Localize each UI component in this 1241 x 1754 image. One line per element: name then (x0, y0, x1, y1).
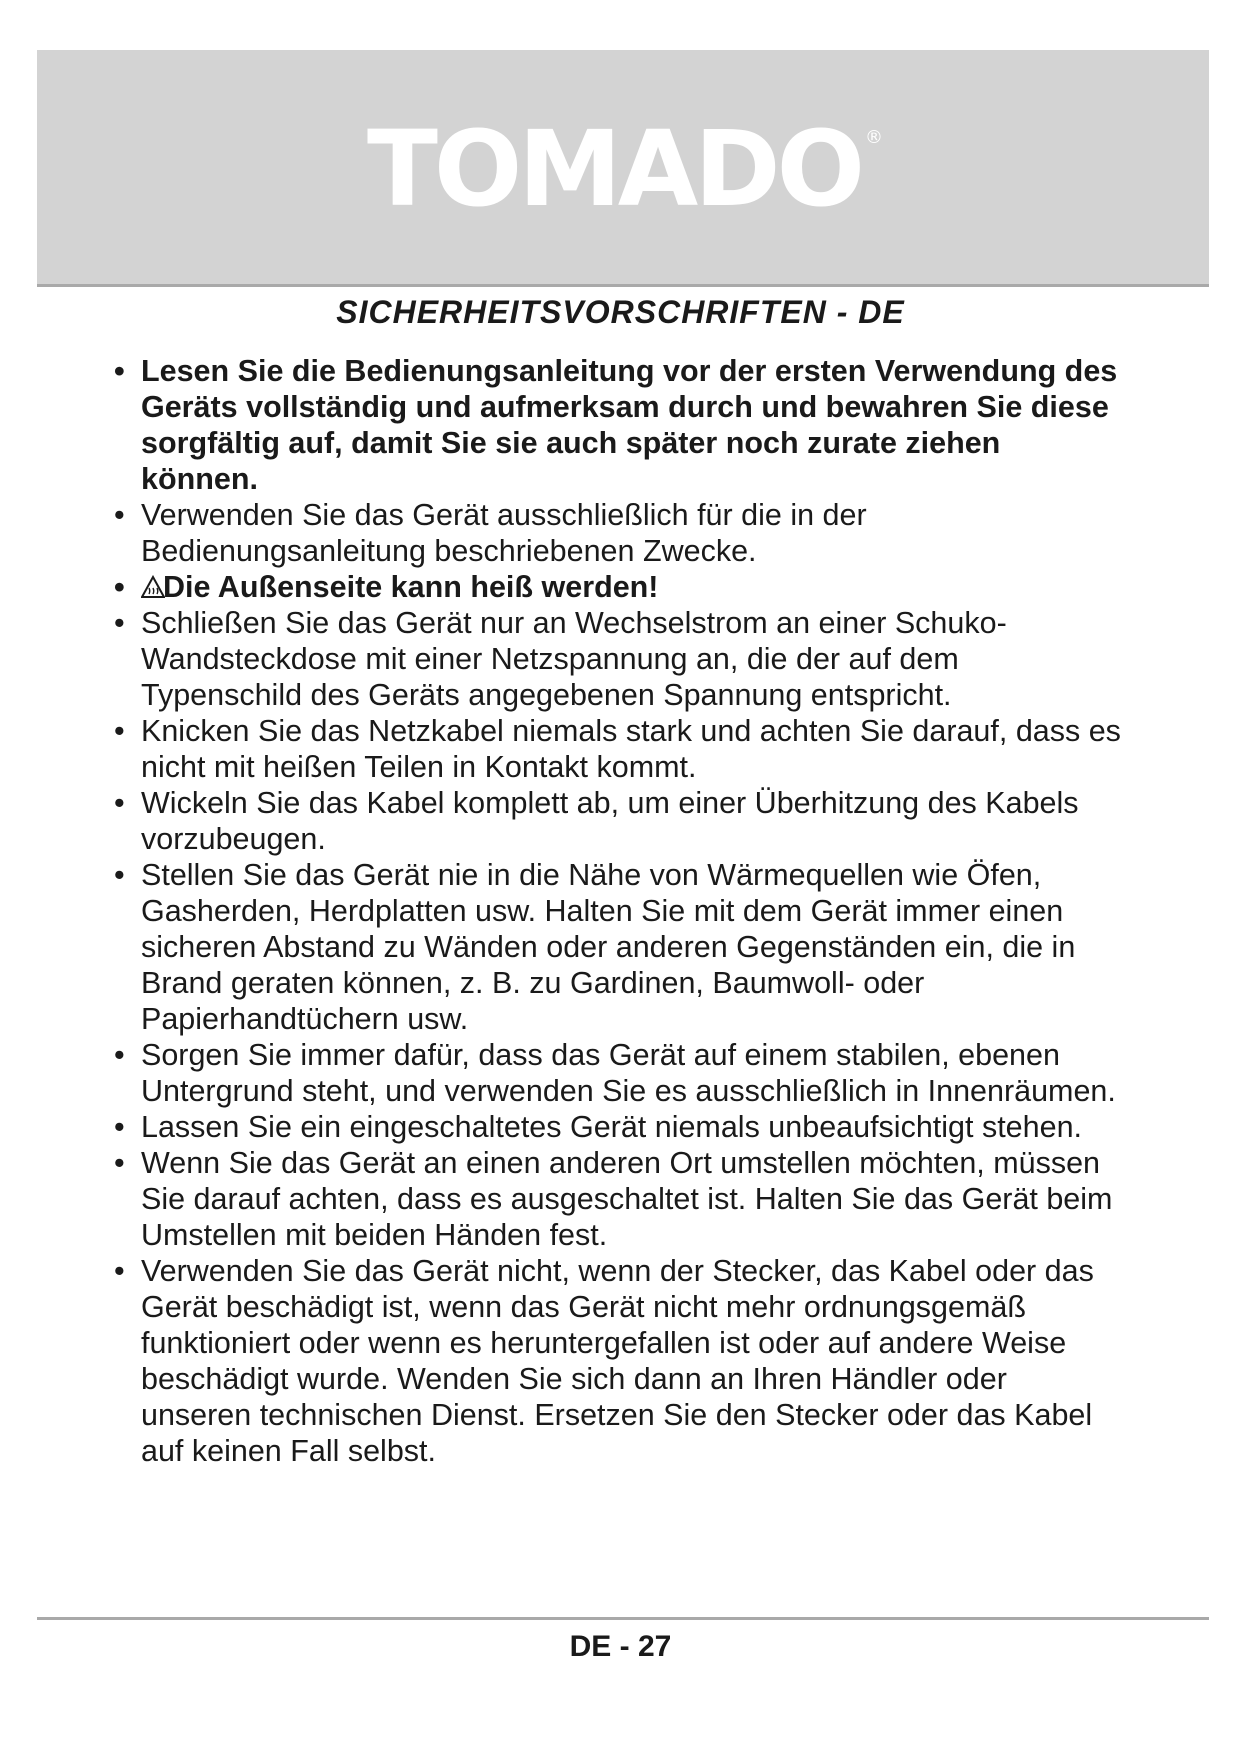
rule-text: Lassen Sie ein eingeschaltetes Gerät niemals unbeaufsichtigt stehen. (141, 1110, 1083, 1144)
rule-moving-device (114, 1145, 1124, 1253)
bullet: • (114, 1110, 125, 1144)
logo-text: TOMADO (366, 108, 862, 230)
bullet: • (114, 1038, 125, 1072)
rule-text: Wenn Sie das Gerät an einen anderen Ort umstellen möchten, müssen Sie darauf achten, dass es ausgeschaltet ist. Halten Sie das Gerät beim Umstellen mit beiden Händen fest. (141, 1146, 1113, 1252)
rule-heat-sources (114, 857, 1124, 1037)
rule-text: Schließen Sie das Gerät nur an Wechselstrom an einer Schuko-Wandsteckdose mit einer Netzspannung an, die der auf dem Typenschild des Geräts angegebenen Spannung entspricht. (141, 606, 1007, 712)
rule-unattended (114, 1109, 1124, 1145)
bullet: • (114, 1254, 125, 1288)
rule-power-cord (114, 713, 1124, 785)
rule-text: Knicken Sie das Netzkabel niemals stark und achten Sie darauf, dass es nicht mit heißen Teilen in Kontakt kommt. (141, 714, 1121, 784)
rule-power-supply (114, 605, 1124, 713)
bullet: • (114, 606, 125, 640)
rule-hot-surface (114, 569, 1124, 605)
bullet: • (114, 714, 125, 748)
hot-surface-warning-icon (141, 571, 165, 595)
rule-text: Verwenden Sie das Gerät nicht, wenn der Stecker, das Kabel oder das Gerät beschädigt ist, wenn das Gerät nicht mehr ordnungsgemäß funktioniert oder wenn es heruntergefallen ist oder auf andere Weise beschädigt wurde. Wenden Sie sich dann an Ihren Händler oder unseren technischen Dienst. Ersetzen Sie den Stecker oder das Kabel auf keinen Fall selbst. (141, 1254, 1094, 1468)
bullet: • (114, 354, 125, 388)
safety-rules-list (114, 353, 1124, 1469)
brand-logo (37, 50, 1209, 284)
rule-text: Verwenden Sie das Gerät ausschließlich für die in der Bedienungsanleitung beschriebenen Zwecke. (141, 498, 867, 568)
rule-unwind-cable (114, 785, 1124, 857)
bullet: • (114, 498, 125, 532)
footer-divider (37, 1617, 1209, 1620)
bullet: • (114, 786, 125, 820)
rule-text: Sorgen Sie immer dafür, dass das Gerät auf einem stabilen, ebenen Untergrund steht, und verwenden Sie es ausschließlich in Innenräumen. (141, 1038, 1116, 1108)
bullet: • (114, 1146, 125, 1180)
rule-intended-use (114, 497, 1124, 569)
rule-text: Wickeln Sie das Kabel komplett ab, um einer Überhitzung des Kabels vorzubeugen. (141, 786, 1079, 856)
rule-damaged-device (114, 1253, 1124, 1469)
rule-read-manual (114, 353, 1124, 497)
section-title: SICHERHEITSVORSCHRIFTEN - DE (336, 294, 905, 330)
rule-text: Die Außenseite kann heiß werden! (163, 570, 659, 604)
header-band (37, 50, 1209, 287)
rule-text: Lesen Sie die Bedienungsanleitung vor der ersten Verwendung des Geräts vollständig und aufmerksam durch und bewahren Sie diese sorgfältig auf, damit Sie sie auch später noch zurate ziehen können. (141, 354, 1118, 496)
page-number: DE - 27 (569, 1630, 672, 1663)
registered-mark: ® (865, 126, 884, 148)
bullet: • (114, 570, 125, 604)
rule-text: Stellen Sie das Gerät nie in die Nähe von Wärmequellen wie Öfen, Gasherden, Herdplatten usw. Halten Sie mit dem Gerät immer einen sicheren Abstand zu Wänden oder anderen Gegenständen ein, die in Brand geraten können, z. B. zu Gardinen, Baumwoll- oder Papierhandtüchern usw. (141, 858, 1076, 1036)
bullet: • (114, 858, 125, 892)
rule-stable-surface (114, 1037, 1124, 1109)
